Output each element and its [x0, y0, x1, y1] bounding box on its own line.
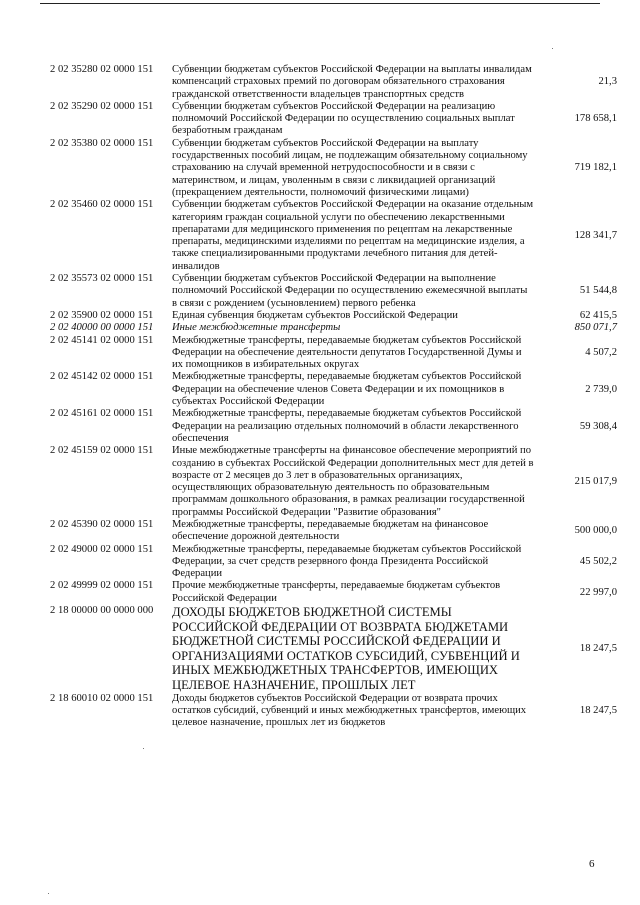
budget-code: 2 02 35573 02 0000 151: [50, 273, 154, 285]
table-row: [0, 199, 640, 273]
budget-code: 2 02 45142 02 0000 151: [50, 371, 154, 383]
budget-code: 2 02 45390 02 0000 151: [50, 518, 154, 530]
budget-code: 2 02 45141 02 0000 151: [50, 334, 154, 346]
budget-code: 2 02 35380 02 0000 151: [50, 137, 154, 149]
revenue-name: Межбюджетные трансферты, передаваемые бюджетам субъектов Российской Федерации на обеспечение членов Совета Федерации и их помощников в субъектах Российской Федерации: [172, 371, 522, 408]
budget-revenue-table: [0, 64, 640, 730]
table-row: [0, 408, 640, 445]
budget-code: 2 18 60010 02 0000 151: [50, 692, 154, 704]
amount-value: 2 739,0: [585, 383, 617, 395]
budget-code: 2 02 35290 02 0000 151: [50, 100, 154, 112]
table-row: [0, 322, 640, 334]
table-row: [0, 605, 640, 693]
table-row: [0, 310, 640, 322]
table-row: [0, 544, 640, 581]
table-row: [0, 371, 640, 408]
revenue-name: Субвенции бюджетам субъектов Российской Федерации на реализацию полномочий Российской Федерации по осуществлению социальных выплат безработным гражданам: [172, 100, 515, 137]
amount-value: 59 308,4: [579, 420, 617, 432]
budget-code: 2 02 45159 02 0000 151: [50, 445, 154, 457]
budget-code: 2 18 00000 00 0000 000: [50, 605, 154, 617]
scan-speck: [143, 748, 144, 749]
revenue-name: Межбюджетные трансферты, передаваемые бюджетам субъектов Российской Федерации на обеспечение деятельности депутатов Государственной Думы и их помощников в избирательных округах: [172, 334, 522, 371]
revenue-name: Субвенции бюджетам субъектов Российской Федерации на выполнение полномочий Российской Федерации по осуществлению ежемесячной выплаты в связи с рождением (усыновлением) первого ребенка: [172, 273, 528, 309]
revenue-name: Иные межбюджетные трансферты: [172, 322, 341, 334]
amount-value: 4 507,2: [585, 346, 617, 358]
table-row: [0, 445, 640, 519]
revenue-name: Межбюджетные трансферты, передаваемые бюджетам на финансовое обеспечение дорожной деятельности: [172, 518, 489, 543]
amount-value: 21,3: [598, 76, 617, 88]
budget-code: 2 02 40000 00 0000 151: [50, 322, 154, 334]
revenue-name: Субвенции бюджетам субъектов Российской Федерации на оказание отдельным категориям граждан социальной услуги по обеспечению лекарственными препаратами для медицинского применения по рецептам на лекарственные препараты, медицинскими изделиями по рецептам на медицинские изделия, а также специализированными продуктами лечебного питания для детей-инвалидов: [172, 199, 534, 272]
table-row: [0, 101, 640, 138]
amount-value: 22 997,0: [579, 586, 617, 598]
amount-value: 18 247,5: [579, 704, 617, 716]
table-row: [0, 693, 640, 730]
amount-value: 51 544,8: [579, 285, 617, 297]
amount-value: 719 182,1: [574, 162, 617, 174]
table-row: [0, 335, 640, 372]
budget-code: 2 02 49999 02 0000 151: [50, 580, 154, 592]
revenue-name: Межбюджетные трансферты, передаваемые бюджетам субъектов Российской Федерации, за счет средств резервного фонда Президента Российской Федерации: [172, 543, 522, 580]
amount-value: 18 247,5: [579, 642, 617, 654]
scan-speck: [48, 893, 49, 894]
amount-value: 215 017,9: [574, 475, 617, 487]
table-row: [0, 519, 640, 544]
top-border-rule: [40, 3, 600, 4]
table-row: [0, 273, 640, 310]
scan-speck: [552, 48, 553, 49]
amount-value: 500 000,0: [574, 525, 617, 537]
budget-code: 2 02 49000 02 0000 151: [50, 543, 154, 555]
amount-value: 178 658,1: [574, 113, 617, 125]
amount-value: 850 071,7: [574, 322, 617, 334]
revenue-name: Иные межбюджетные трансферты на финансовое обеспечение мероприятий по созданию в субъектах Российской Федерации дополнительных мест для детей в возрасте от 2 месяцев до 3 лет в образовательных организациях, осуществляющих образовательную деятельность по образовательным программам дошкольного образования, в рамках реализации государственной программы Российской Федерации "Развитие образования": [172, 445, 534, 518]
amount-value: 45 502,2: [579, 555, 617, 567]
budget-code: 2 02 35460 02 0000 151: [50, 199, 154, 211]
amount-value: 62 415,5: [579, 309, 617, 321]
budget-code: 2 02 35280 02 0000 151: [50, 64, 154, 75]
revenue-name: Субвенции бюджетам субъектов Российской Федерации на выплату государственных пособий лицам, не подлежащим обязательному социальному страхованию на случай временной нетрудоспособности и в связи с материнством, и лицам, уволенным в связи с ликвидацией организаций (прекращением деятельности, полномочий физическими лицами): [172, 137, 528, 198]
table-row: [0, 64, 640, 101]
revenue-name: Единая субвенция бюджетам субъектов Российской Федерации: [172, 309, 458, 321]
budget-code: 2 02 45161 02 0000 151: [50, 408, 154, 420]
revenue-name: Доходы бюджетов субъектов Российской Федерации от возврата прочих остатков субсидий, субвенций и иных межбюджетных трансфертов, имеющих целевое назначение, прошлых лет из бюджетов: [172, 692, 527, 729]
page-number: 6: [589, 858, 595, 870]
revenue-name: Межбюджетные трансферты, передаваемые бюджетам субъектов Российской Федерации на реализацию отдельных полномочий в области лекарственного обеспечения: [172, 408, 522, 444]
table-row: [0, 580, 640, 605]
budget-code: 2 02 35900 02 0000 151: [50, 309, 154, 321]
revenue-name: ДОХОДЫ БЮДЖЕТОВ БЮДЖЕТНОЙ СИСТЕМЫ РОССИЙСКОЙ ФЕДЕРАЦИИ ОТ ВОЗВРАТА БЮДЖЕТАМИ БЮДЖЕТНОЙ СИСТЕМЫ РОССИЙСКОЙ ФЕДЕРАЦИИ И ОРГАНИЗАЦИЯМИ ОСТАТКОВ СУБСИДИЙ, СУБВЕНЦИЙ И ИНЫХ МЕЖБЮДЖЕТНЫХ ТРАНСФЕРТОВ, ИМЕЮЩИХ ЦЕЛЕВОЕ НАЗНАЧЕНИЕ, ПРОШЛЫХ ЛЕТ: [172, 605, 520, 693]
amount-value: 128 341,7: [574, 230, 617, 241]
table-row: [0, 138, 640, 199]
revenue-name: Субвенции бюджетам субъектов Российской Федерации на выплаты инвалидам компенсаций страховых премий по договорам обязательного страхования гражданской ответственности владельцев транспортных средств: [172, 64, 532, 100]
revenue-name: Прочие межбюджетные трансферты, передаваемые бюджетам субъектов Российской Федерации: [172, 580, 501, 604]
